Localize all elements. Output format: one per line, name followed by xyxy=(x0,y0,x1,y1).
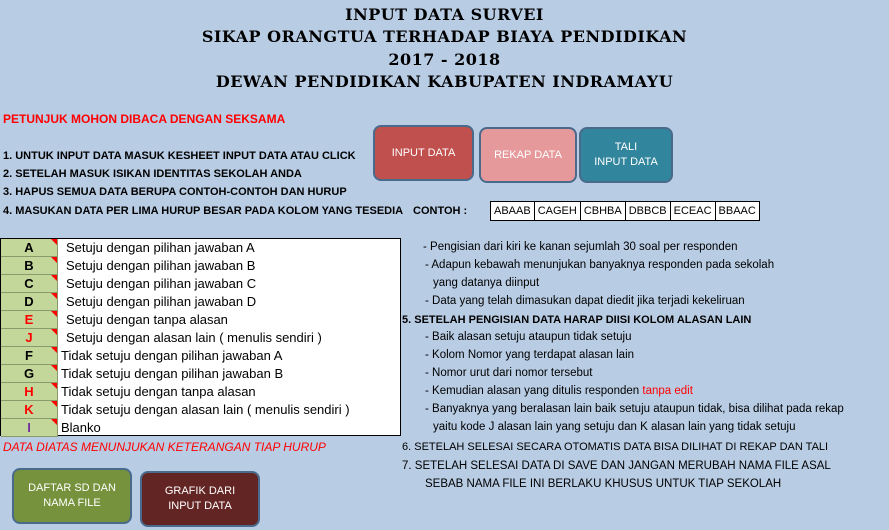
step-5: 5. SETELAH PENGISIAN DATA HARAP DIISI KOLOM ALASAN LAIN xyxy=(402,314,752,326)
note-8 xyxy=(425,385,693,397)
contoh-cell: DBBCB xyxy=(626,202,671,220)
daftar-label-line1: DAFTAR SD DAN xyxy=(28,482,116,494)
legend-code: K xyxy=(1,401,58,419)
legend-row xyxy=(1,275,400,293)
legend-desc: Setuju dengan pilihan jawaban C xyxy=(66,276,257,291)
tali-input-data-button[interactable] xyxy=(579,127,673,183)
step-2: 2. SETELAH MASUK ISIKAN IDENTITAS SEKOLAH ANDA xyxy=(3,168,302,180)
legend-code: F xyxy=(1,347,58,365)
legend-code: C xyxy=(1,275,58,293)
daftar-label-line2: NAMA FILE xyxy=(43,497,101,509)
note-7: - Nomor urut dari nomor tersebut xyxy=(425,367,593,379)
step-7-line1: 7. SETELAH SELESAI DATA DI SAVE DAN JANGAN MERUBAH NAMA FILE ASAL xyxy=(402,460,831,472)
legend-desc: Tidak setuju dengan tanpa alasan xyxy=(61,384,256,399)
legend-code: H xyxy=(1,383,58,401)
legend-code: J xyxy=(1,329,58,347)
daftar-sd-button[interactable] xyxy=(12,468,132,524)
step-6: 6. SETELAH SELESAI SECARA OTOMATIS DATA BISA DILIHAT DI REKAP DAN TALI xyxy=(402,441,829,453)
note-8-text: - Kemudian alasan yang ditulis responden xyxy=(425,385,643,397)
legend-row xyxy=(1,239,400,257)
legend-desc: Blanko xyxy=(61,420,101,435)
note-3: yang datanya diinput xyxy=(433,277,540,289)
grafik-button[interactable] xyxy=(140,471,260,527)
step-7-line2: SEBAB NAMA FILE INI BERLAKU KHUSUS UNTUK TIAP SEKOLAH xyxy=(425,478,782,490)
rekap-data-label: REKAP DATA xyxy=(494,148,562,161)
legend-row xyxy=(1,347,400,365)
title-line4: DEWAN PENDIDIKAN KABUPATEN INDRAMAYU xyxy=(215,72,674,91)
legend-desc: Setuju dengan pilihan jawaban A xyxy=(66,240,255,255)
legend-row xyxy=(1,383,400,401)
contoh-label: CONTOH : xyxy=(413,205,468,217)
contoh-cell: ABAAB xyxy=(491,202,535,220)
tali-label-line2: INPUT DATA xyxy=(594,156,658,168)
title-line2: SIKAP ORANGTUA TERHADAP BIAYA PENDIDIKAN xyxy=(201,27,688,46)
title-line3: 2017 - 2018 xyxy=(388,50,501,69)
note-5: - Baik alasan setuju ataupun tidak setuju xyxy=(425,331,632,343)
grafik-label-line1: GRAFIK DARI xyxy=(164,485,236,497)
legend-code: I xyxy=(1,419,58,437)
step-1: 1. UNTUK INPUT DATA MASUK KESHEET INPUT DATA ATAU CLICK xyxy=(3,150,356,162)
legend-row xyxy=(1,311,400,329)
legend-row xyxy=(1,293,400,311)
input-data-button[interactable] xyxy=(373,125,474,181)
input-data-label: INPUT DATA xyxy=(391,146,456,159)
legend-code: G xyxy=(1,365,58,383)
legend-note: DATA DIATAS MENUNJUKAN KETERANGAN TIAP HURUP xyxy=(3,440,326,454)
grafik-label-line2: INPUT DATA xyxy=(168,500,232,512)
legend-desc: Tidak setuju dengan pilihan jawaban A xyxy=(61,348,283,363)
contoh-table xyxy=(490,201,760,221)
legend-row xyxy=(1,329,400,347)
tali-label-line1: TALI xyxy=(614,141,638,153)
legend-row xyxy=(1,365,400,383)
legend-row xyxy=(1,257,400,275)
contoh-cell: BBAAC xyxy=(718,205,756,217)
note-2: - Adapun kebawah menunjukan banyaknya responden pada sekolah xyxy=(425,259,775,271)
rekap-data-button[interactable] xyxy=(479,127,577,183)
legend-row xyxy=(1,419,400,437)
legend-code: D xyxy=(1,293,58,311)
note-6: - Kolom Nomor yang terdapat alasan lain xyxy=(425,349,635,361)
note-4: - Data yang telah dimasukan dapat diedit jika terjadi kekeliruan xyxy=(425,295,745,307)
step-4: 4. MASUKAN DATA PER LIMA HURUP BESAR PADA KOLOM YANG TESEDIA xyxy=(3,205,404,217)
title-line1: INPUT DATA SURVEI xyxy=(345,5,544,24)
legend-code: B xyxy=(1,257,58,275)
legend-table xyxy=(0,238,401,436)
legend-code: E xyxy=(1,311,58,329)
legend-desc: Setuju dengan pilihan jawaban B xyxy=(66,258,256,273)
instructions-heading: PETUNJUK MOHON DIBACA DENGAN SEKSAMA xyxy=(3,112,286,126)
contoh-cell: ECEAC xyxy=(671,202,716,220)
contoh-cell: CBHBA xyxy=(581,202,626,220)
legend-desc: Setuju dengan tanpa alasan xyxy=(66,312,228,327)
legend-code: A xyxy=(1,239,58,257)
note-8-highlight: tanpa edit xyxy=(642,385,693,397)
legend-desc: Tidak setuju dengan pilihan jawaban B xyxy=(61,366,284,381)
step-3: 3. HAPUS SEMUA DATA BERUPA CONTOH-CONTOH DAN HURUP xyxy=(3,186,347,198)
note-10: yaitu kode J alasan lain yang setuju dan K alasan lain yang tidak setuju xyxy=(433,421,796,433)
legend-desc: Tidak setuju dengan alasan lain ( menulis sendiri ) xyxy=(61,402,350,417)
note-9: - Banyaknya yang beralasan lain baik setuju ataupun tidak, bisa dilihat pada rekap xyxy=(425,403,844,415)
legend-row xyxy=(1,401,400,419)
legend-desc: Setuju dengan alasan lain ( menulis sendiri ) xyxy=(66,330,322,345)
legend-desc: Setuju dengan pilihan jawaban D xyxy=(66,294,257,309)
contoh-cell: CAGEH xyxy=(535,202,581,220)
note-1: - Pengisian dari kiri ke kanan sejumlah 30 soal per responden xyxy=(423,241,738,253)
